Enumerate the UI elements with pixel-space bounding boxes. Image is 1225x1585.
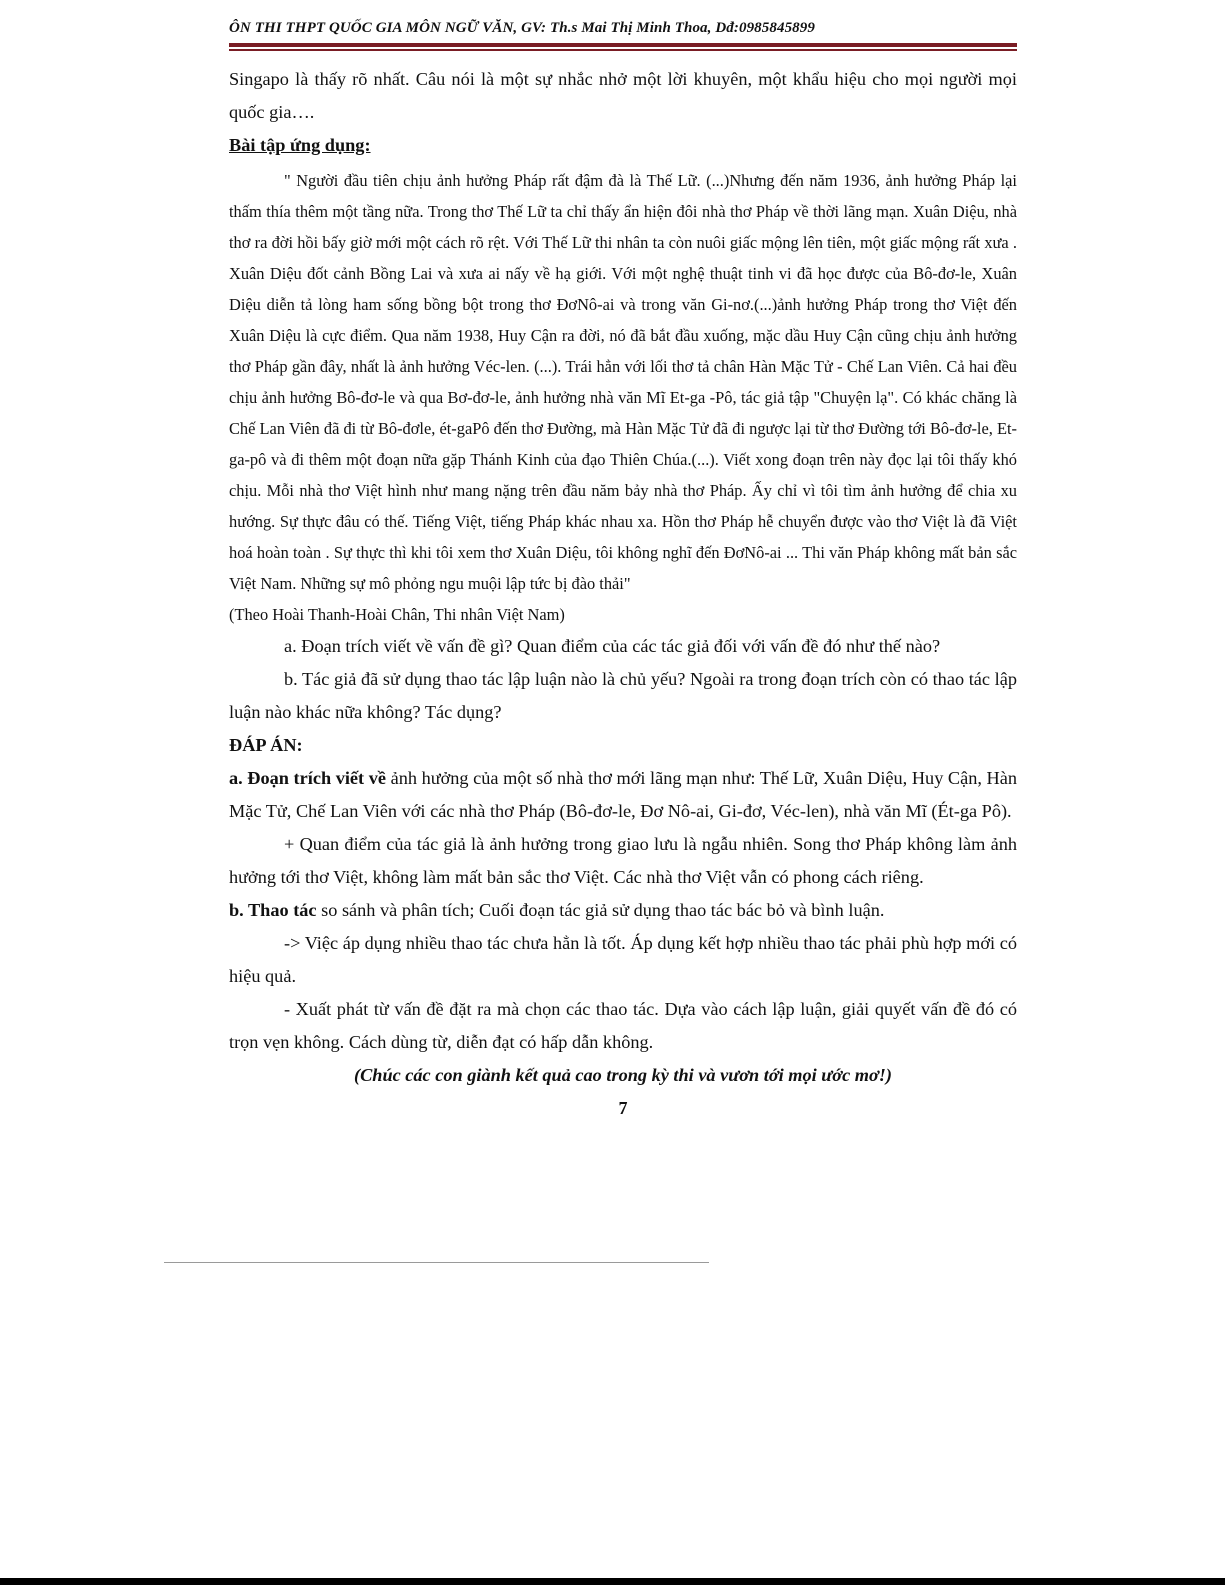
- excerpt-source: (Theo Hoài Thanh-Hoài Chân, Thi nhân Việt Nam): [229, 605, 565, 624]
- answer-b-text: so sánh và phân tích; Cuối đoạn tác giả sử dụng thao tác bác bỏ và bình luận.: [316, 900, 885, 920]
- closing-wish: (Chúc các con giành kết quả cao trong kỳ thi và vươn tới mọi ước mơ!): [354, 1065, 892, 1085]
- question-a: a. Đoạn trích viết về vấn đề gì? Quan điểm của các tác giả đối với vấn đề đó như thế nào?: [284, 636, 941, 656]
- header-rule-thin: [229, 49, 1017, 51]
- page-header: ÔN THI THPT QUỐC GIA MÔN NGỮ VĂN, GV: Th.s Mai Thị Minh Thoa, Dđ:0985845899: [229, 20, 815, 36]
- answer-a-text: ảnh hưởng của một số nhà thơ mới lãng mạn như: Thế Lữ, Xuân Diệu, Huy Cận, Hàn Mặc Tử, Chế Lan Viên với các nhà thơ Pháp (Bô-đơ-le, Đơ Nô-ai, Gi-đơ, Véc-len), nhà văn Mĩ (Ét-ga Pô).: [229, 768, 1017, 821]
- quoted-excerpt: " Người đầu tiên chịu ảnh hưởng Pháp rất đậm đà là Thế Lữ. (...)Nhưng đến năm 1936, ảnh hưởng Pháp lại thấm thía thêm một tầng nữa. Trong thơ Thế Lữ ta chỉ thấy ẩn hiện đôi nhà thơ Pháp về thời lãng mạn. Xuân Diệu, nhà thơ ra đời hồi bấy giờ mới một cách rõ rệt. Với Thế Lữ thi nhân ta còn nuôi giấc mộng lên tiên, một giấc mộng rất xưa . Xuân Diệu đốt cảnh Bồng Lai và xưa ai nấy về hạ giới. Với một nghệ thuật tinh vi đã học được của Bô-đơ-le, Xuân Diệu diễn tả lòng ham sống bồng bột trong thơ ĐơNô-ai và trong văn Gi-nơ.(...)ảnh hưởng Pháp trong thơ Việt đến Xuân Diệu là cực điểm. Qua năm 1938, Huy Cận ra đời, nó đã bắt đầu xuống, mặc dầu Huy Cận cũng chịu ảnh hưởng thơ Pháp gần đây, nhất là ảnh hưởng Véc-len. (...). Trái hẳn với lối thơ tả chân Hàn Mặc Tử - Chế Lan Viên. Cả hai đều chịu ảnh hưởng Bô-đơ-le và qua Bơ-đơ-le, ảnh hưởng nhà văn Mĩ Et-ga -Pô, tác giả tập "Chuyện lạ". Có khác chăng là Chế Lan Viên đã đi từ Bô-đơle, ét-gaPô đến thơ Đường, mà Hàn Mặc Tử đã đi ngược lại từ thơ Đường tới Bô-đơ-le, Et-ga-pô và đi thêm một đoạn nữa gặp Thánh Kinh của đạo Thiên Chúa.(...). Viết xong đoạn trên này đọc lại tôi thấy khó chịu. Mỗi nhà thơ Việt hình như mang nặng trên đầu năm bảy nhà thơ Pháp. Ấy chỉ vì tôi tìm ảnh hưởng để chia xu hướng. Sự thực đâu có thế. Tiếng Việt, tiếng Pháp khác nhau xa. Hồn thơ Pháp hễ chuyển được vào thơ Việt là đã Việt hoá hoàn toàn . Sự thực thì khi tôi xem thơ Xuân Diệu, tôi không nghĩ đến ĐơNô-ai ... Thi văn Pháp không mất bản sắc Việt Nam. Những sự mô phỏng ngu muội lập tức bị đào thải": [229, 171, 1017, 593]
- header-rule: [229, 43, 1017, 47]
- question-b: b. Tác giả đã sử dụng thao tác lập luận nào là chủ yếu? Ngoài ra trong đoạn trích còn có thao tác lập luận nào khác nữa không? Tác dụng?: [229, 669, 1017, 722]
- answer-b-note-2: - Xuất phát từ vấn đề đặt ra mà chọn các thao tác. Dựa vào cách lập luận, giải quyết vấn đề đó có trọn vẹn không. Cách dùng từ, diễn đạt có hấp dẫn không.: [229, 999, 1017, 1052]
- answer-b: [229, 894, 1017, 927]
- intro-paragraph: Singapo là thấy rõ nhất. Câu nói là một sự nhắc nhở một lời khuyên, một khẩu hiệu cho mọi người mọi quốc gia….: [229, 69, 1017, 122]
- exercise-heading: Bài tập ứng dụng:: [229, 135, 371, 155]
- answer-b-note-1: -> Việc áp dụng nhiều thao tác chưa hẳn là tốt. Áp dụng kết hợp nhiều thao tác phải phù hợp mới có hiệu quả.: [229, 933, 1017, 986]
- page-body: [229, 63, 1017, 1125]
- answer-heading: ĐÁP ÁN:: [229, 735, 303, 755]
- answer-a-label: a. Đoạn trích viết về: [229, 768, 386, 788]
- answer-b-label: b. Thao tác: [229, 900, 317, 920]
- page-number: 7: [618, 1098, 628, 1118]
- answer-a-view: + Quan điểm của tác giả là ảnh hưởng trong giao lưu là ngẫu nhiên. Song thơ Pháp không làm ảnh hưởng tới thơ Việt, không làm mất bản sắc thơ Việt. Các nhà thơ Việt vẫn có phong cách riêng.: [229, 834, 1017, 887]
- answer-a: [229, 762, 1017, 828]
- bottom-edge-bar: [0, 1578, 1225, 1585]
- footer-rule: [164, 1262, 709, 1263]
